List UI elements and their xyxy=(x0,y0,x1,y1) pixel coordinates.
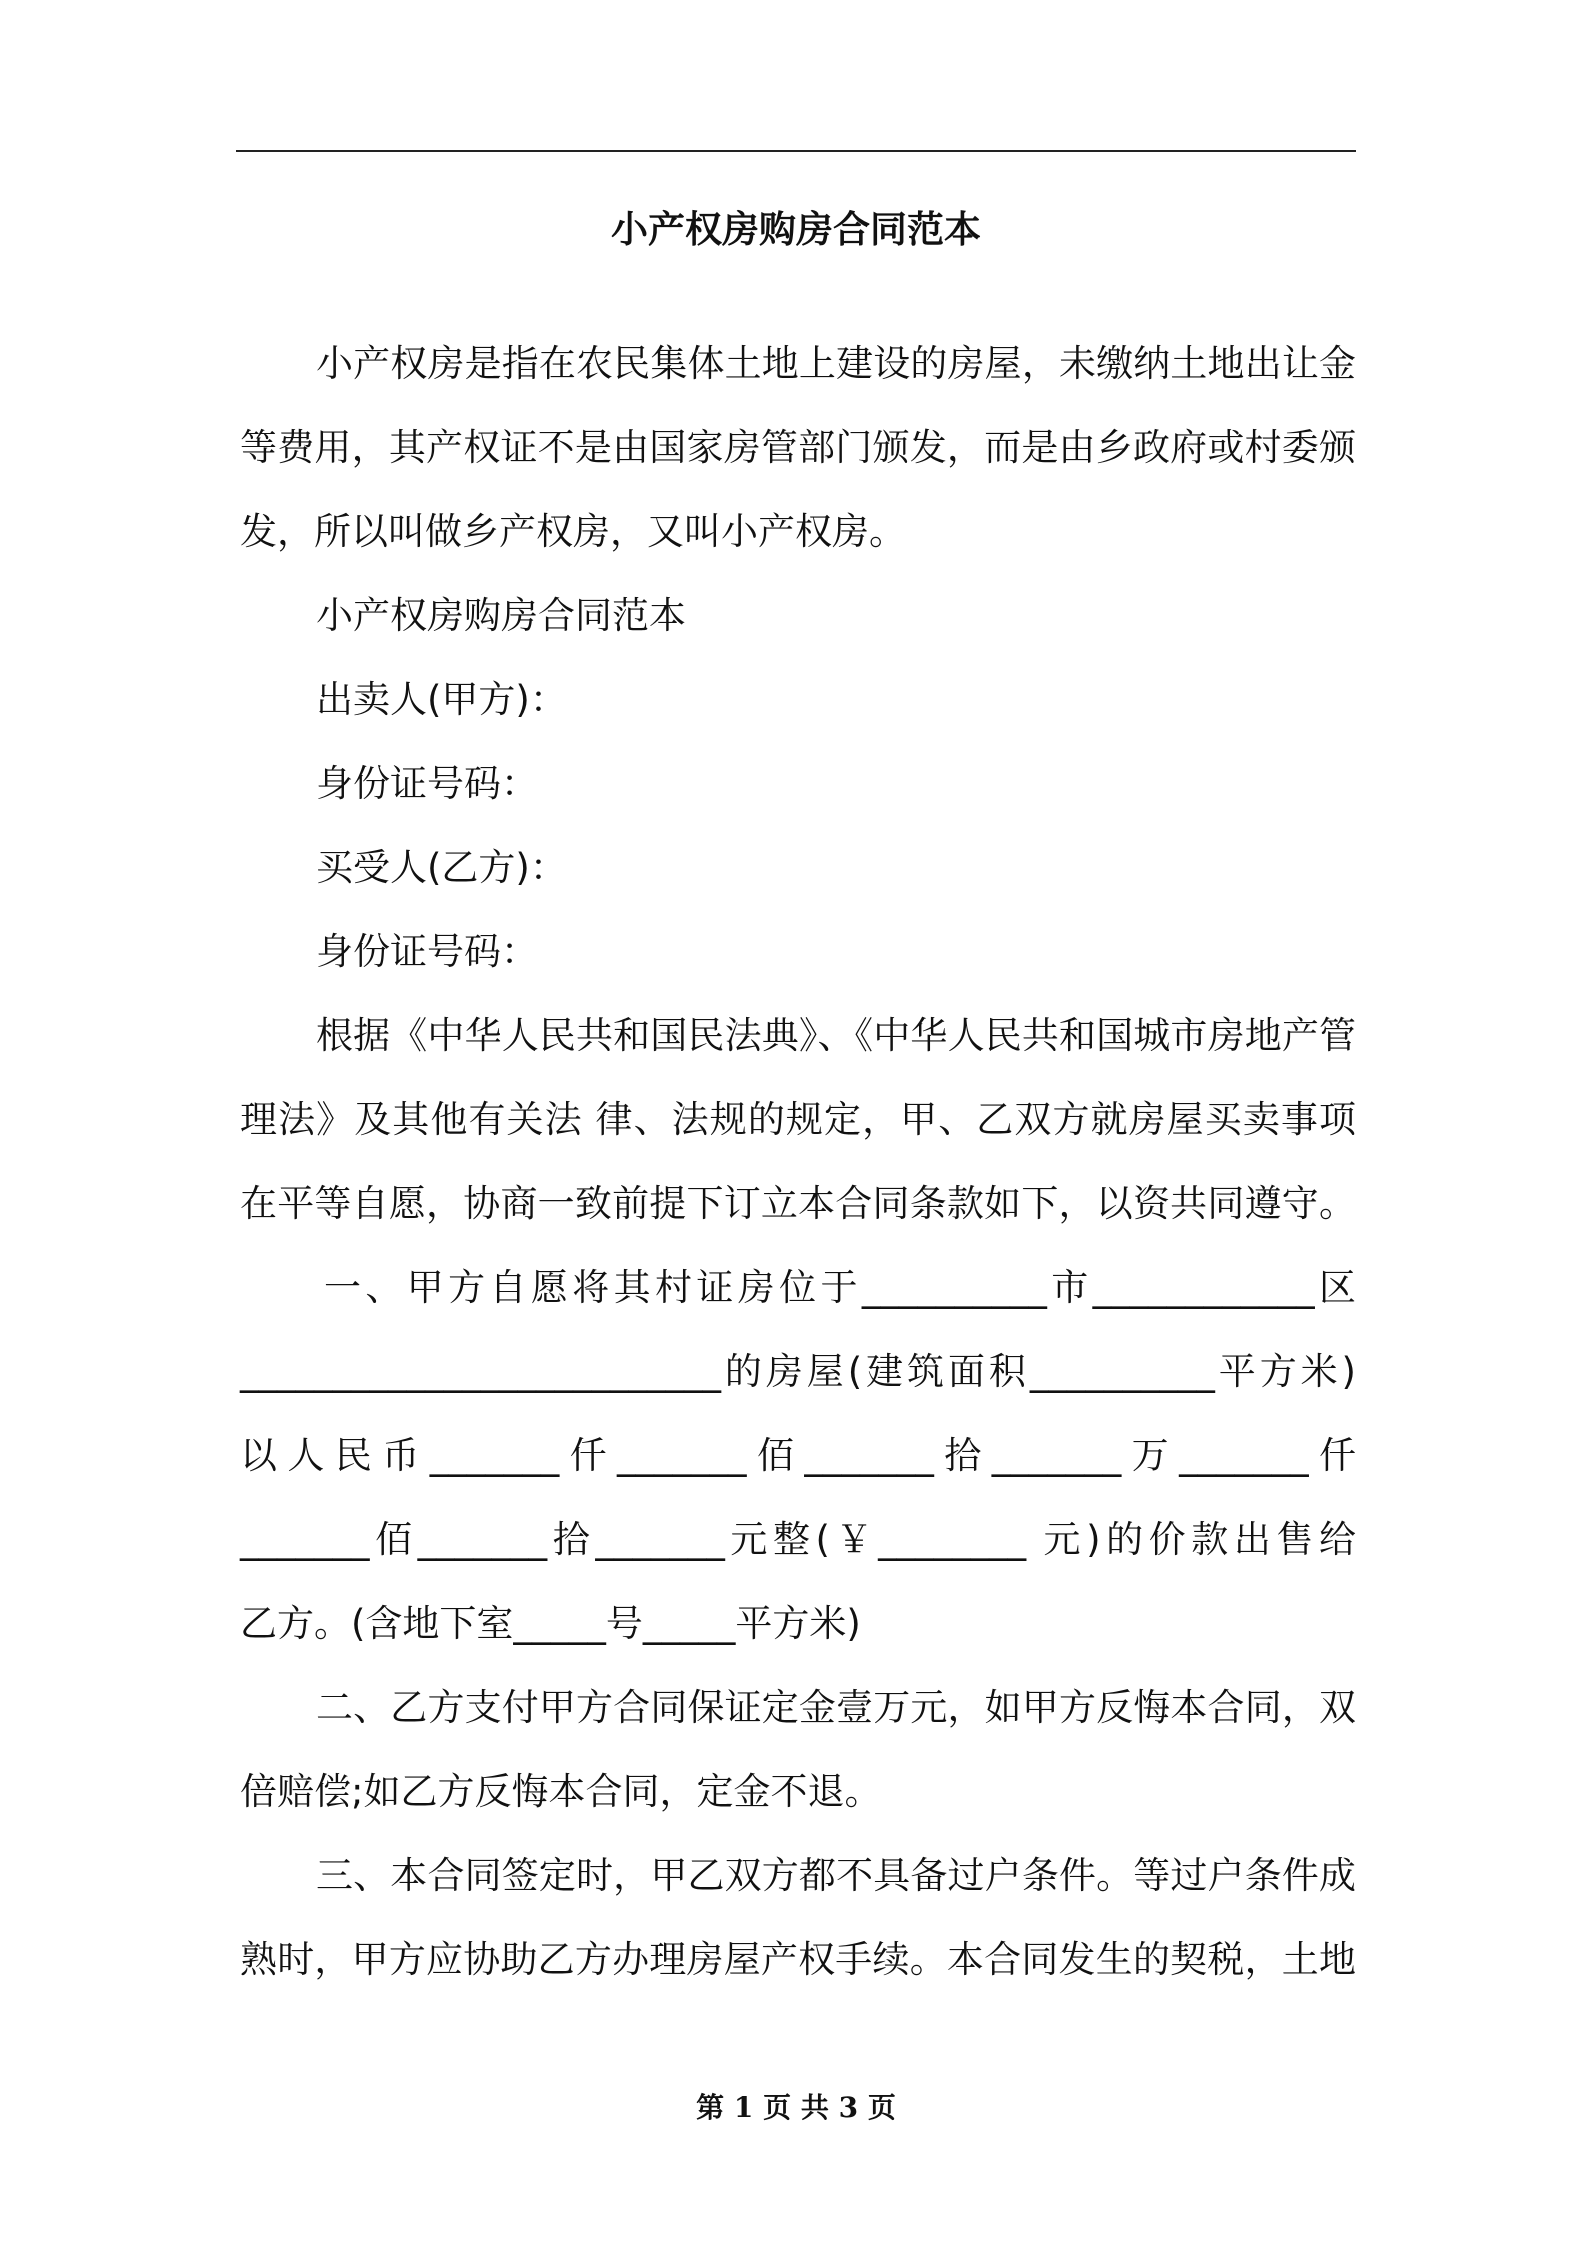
preamble-line-3: 在平等自愿，协商一致前提下订立本合同条款如下，以资共同遵守。 xyxy=(240,1182,1356,1225)
clause-1-line-4: _______佰_______拾_______元整(￥________ 元)的价款出售给 xyxy=(240,1518,1356,1561)
contract-subtitle: 小产权房购房合同范本 xyxy=(316,594,686,637)
clause-1-line-2: __________________________的房屋(建筑面积__________平方米) xyxy=(240,1350,1356,1393)
intro-line-3: 发，所以叫做乡产权房，又叫小产权房。 xyxy=(240,510,906,553)
seller-id-label: 身份证号码： xyxy=(316,762,538,805)
clause-1-line-5: 乙方。(含地下室_____号_____平方米) xyxy=(240,1602,861,1645)
clause-2-line-2: 倍赔偿;如乙方反悔本合同，定金不退。 xyxy=(240,1770,882,1813)
document-title: 小产权房购房合同范本 xyxy=(611,208,981,251)
clause-2-line-1: 二、乙方支付甲方合同保证定金壹万元，如甲方反悔本合同，双 xyxy=(316,1686,1356,1729)
clause-1-line-3: 以人民币_______仟_______佰_______拾_______万_______仟 xyxy=(240,1434,1356,1477)
buyer-id-label: 身份证号码： xyxy=(316,930,538,973)
document-body xyxy=(240,322,1356,2002)
header-rule xyxy=(236,150,1356,152)
page-footer: 第 1 页 共 3 页 xyxy=(696,2091,896,2124)
buyer-label: 买受人(乙方)： xyxy=(316,846,567,889)
clause-1-line-1: 一、甲方自愿将其村证房位于__________市____________区 xyxy=(324,1266,1356,1309)
clause-3-line-2: 熟时，甲方应协助乙方办理房屋产权手续。本合同发生的契税，土地 xyxy=(240,1938,1356,1981)
intro-line-2: 等费用，其产权证不是由国家房管部门颁发，而是由乡政府或村委颁 xyxy=(240,426,1356,469)
preamble-line-2: 理法》及其他有关法 律、法规的规定，甲、乙双方就房屋买卖事项 xyxy=(240,1098,1356,1141)
preamble-line-1: 根据《中华人民共和国民法典》、《中华人民共和国城市房地产管 xyxy=(316,1014,1356,1057)
clause-3-line-1: 三、本合同签定时，甲乙双方都不具备过户条件。等过户条件成 xyxy=(316,1854,1356,1897)
intro-line-1: 小产权房是指在农民集体土地上建设的房屋，未缴纳土地出让金 xyxy=(316,342,1356,385)
seller-label: 出卖人(甲方)： xyxy=(316,678,567,721)
